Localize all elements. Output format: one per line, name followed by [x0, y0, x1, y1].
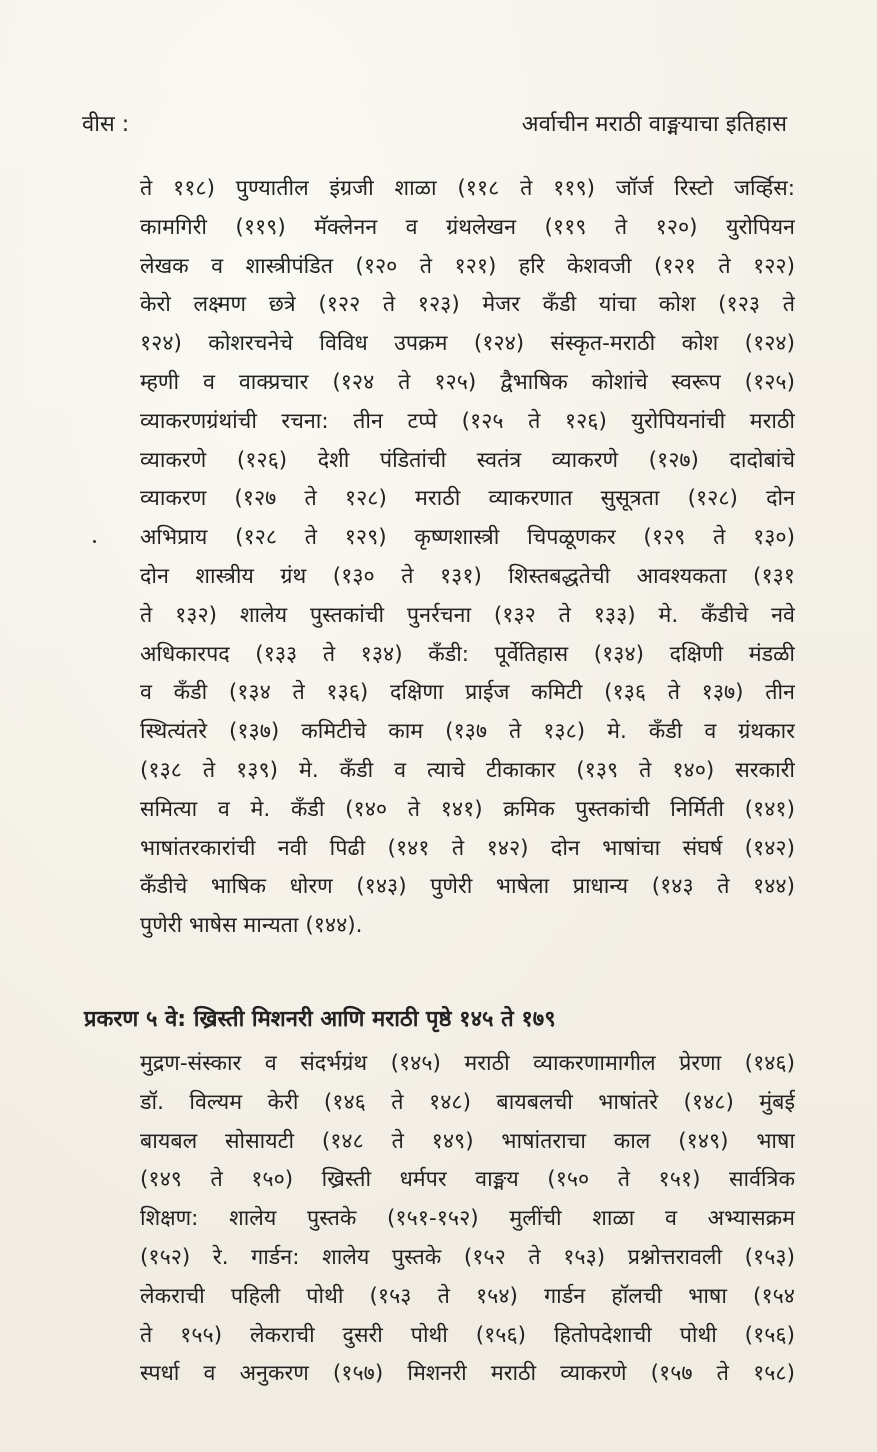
chapter-heading: प्रकरण ५ वे: ख्रिस्ती मिशनरी आणि मराठी पृष्ठे १४५ ते १७९	[84, 1007, 556, 1032]
text-line: ते १५५) लेकराची दुसरी पोथी (१५६) हितोपदेशाची पोथी (१५६)	[140, 1322, 795, 1348]
text-line: व कँडी (१३४ ते १३६) दक्षिणा प्राईज कमिटी (१३६ ते १३७) तीन	[140, 680, 795, 706]
contents-paragraph-2	[140, 1045, 795, 1394]
running-header	[82, 108, 787, 148]
text-line: डॉ. विल्यम केरी (१४६ ते १४८) बायबलची भाषांतरे (१४८) मुंबई	[140, 1089, 795, 1115]
text-line: कँडीचे भाषिक धोरण (१४३) पुणेरी भाषेला प्राधान्य (१४३ ते १४४)	[140, 874, 795, 900]
text-line: (१५२) रे. गार्डन: शालेय पुस्तके (१५२ ते १५३) प्रश्नोत्तरावली (१५३)	[140, 1244, 795, 1270]
text-line: व्याकरणे (१२६) देशी पंडितांची स्वतंत्र व्याकरणे (१२७) दादोबांचे	[140, 447, 795, 473]
text-line: १२४) कोशरचनेचे विविध उपक्रम (१२४) संस्कृत-मराठी कोश (१२४)	[140, 331, 795, 357]
text-line: अभिप्राय (१२८ ते १२९) कृष्णशास्त्री चिपळूणकर (१२९ ते १३०)	[140, 525, 795, 551]
text-line: लेखक व शास्त्रीपंडित (१२० ते १२१) हरि केशवजी (१२१ ते १२२)	[140, 253, 795, 279]
contents-paragraph-1	[140, 170, 795, 946]
text-line: कामगिरी (११९) मॅक्लेनन व ग्रंथलेखन (११९ ते १२०) युरोपियन	[140, 214, 795, 240]
text-line: समित्या व मे. कँडी (१४० ते १४१) क्रमिक पुस्तकांची निर्मिती (१४१)	[140, 796, 795, 822]
text-line: लेकराची पहिली पोथी (१५३ ते १५४) गार्डन हॉलची भाषा (१५४	[140, 1283, 795, 1309]
text-line: (१३८ ते १३९) मे. कँडी व त्याचे टीकाकार (१३९ ते १४०) सरकारी	[140, 757, 795, 783]
text-line: भाषांतरकारांची नवी पिढी (१४१ ते १४२) दोन भाषांचा संघर्ष (१४२)	[140, 835, 795, 861]
text-line: बायबल सोसायटी (१४८ ते १४९) भाषांतराचा काल (१४९) भाषा	[140, 1128, 795, 1154]
book-title: अर्वाचीन मराठी वाङ्मयाचा इतिहास	[521, 112, 787, 137]
text-line: (१४९ ते १५०) ख्रिस्ती धर्मपर वाङ्मय (१५० ते १५१) सार्वत्रिक	[140, 1167, 795, 1193]
text-line: म्हणी व वाक्प्रचार (१२४ ते १२५) द्वैभाषिक कोशांचे स्वरूप (१२५)	[140, 369, 795, 395]
text-line: दोन शास्त्रीय ग्रंथ (१३० ते १३१) शिस्तबद्धतेची आवश्यकता (१३१	[140, 563, 795, 589]
ink-speck	[93, 540, 96, 543]
text-line: केरो लक्ष्मण छत्रे (१२२ ते १२३) मेजर कँडी यांचा कोश (१२३ ते	[140, 292, 795, 318]
text-line: ते ११८) पुण्यातील इंग्रजी शाळा (११८ ते ११९) जॉर्ज रिस्टो जर्व्हिस:	[140, 176, 795, 201]
page-number: वीस :	[82, 112, 130, 137]
text-line: शिक्षण: शालेय पुस्तके (१५१-१५२) मुलींची शाळा व अभ्यासक्रम	[140, 1206, 795, 1232]
text-line: मुद्रण-संस्कार व संदर्भग्रंथ (१४५) मराठी व्याकरणामागील प्रेरणा (१४६)	[140, 1051, 795, 1076]
text-line: व्याकरण (१२७ ते १२८) मराठी व्याकरणात सुसूत्रता (१२८) दोन	[140, 486, 795, 512]
text-line: अधिकारपद (१३३ ते १३४) कँडी: पूर्वेतिहास (१३४) दक्षिणी मंडळी	[140, 641, 795, 667]
text-line: पुणेरी भाषेस मान्यता (१४४).	[140, 913, 363, 939]
text-line: स्थित्यंतरे (१३७) कमिटीचे काम (१३७ ते १३८) मे. कँडी व ग्रंथकार	[140, 719, 795, 745]
text-line: ते १३२) शालेय पुस्तकांची पुनर्रचना (१३२ ते १३३) मे. कँडीचे नवे	[140, 602, 795, 628]
text-line: व्याकरणग्रंथांची रचना: तीन टप्पे (१२५ ते १२६) युरोपियनांची मराठी	[140, 408, 795, 434]
text-line: स्पर्धा व अनुकरण (१५७) मिशनरी मराठी व्याकरणे (१५७ ते १५८)	[140, 1361, 795, 1387]
